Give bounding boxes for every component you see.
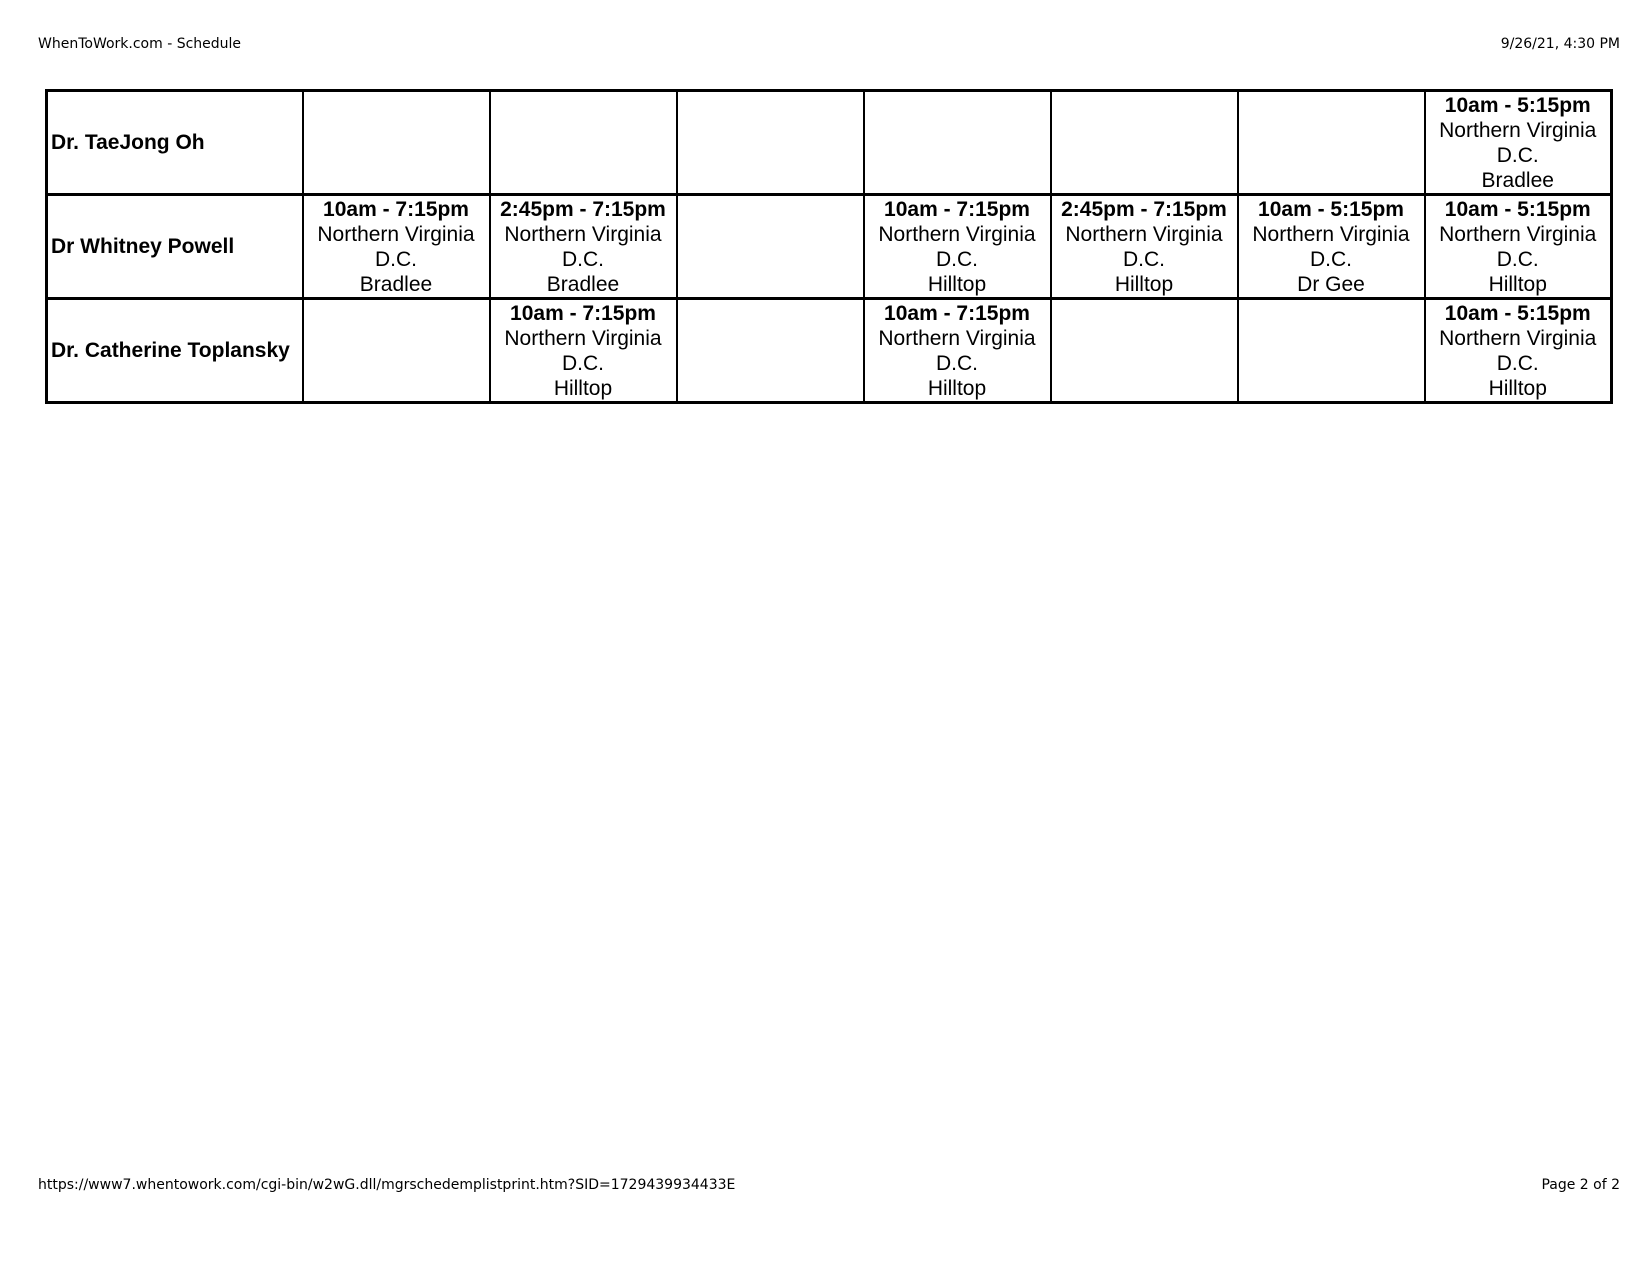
shift-area: D.C.: [1496, 247, 1539, 271]
shift-cell: [1238, 195, 1425, 299]
schedule-row: [47, 195, 1612, 299]
empty-cell: [490, 91, 677, 195]
shift-time: 2:45pm - 7:15pm: [500, 197, 666, 221]
shift-area: D.C.: [936, 247, 978, 271]
shift-location: Bradlee: [1481, 168, 1554, 192]
empty-cell: [1051, 91, 1238, 195]
shift-time: 10am - 7:15pm: [323, 197, 469, 221]
employee-name: Dr. TaeJong Oh: [47, 91, 303, 195]
shift-area: D.C.: [1310, 247, 1352, 271]
shift-location: Hilltop: [927, 376, 987, 400]
shift-cell: [1051, 195, 1238, 299]
shift-time: 10am - 7:15pm: [510, 301, 656, 325]
shift-cell: [864, 195, 1051, 299]
shift-location: Bradlee: [546, 272, 620, 296]
schedule-row: [47, 91, 1612, 195]
shift-region: Northern Virginia: [317, 222, 475, 246]
shift-time: 10am - 5:15pm: [1258, 197, 1404, 221]
empty-cell: [677, 195, 864, 299]
shift-time: 10am - 7:15pm: [884, 197, 1030, 221]
shift-time: 10am - 7:15pm: [884, 301, 1030, 325]
shift-time: 10am - 5:15pm: [1444, 197, 1591, 221]
shift-time: 2:45pm - 7:15pm: [1061, 197, 1227, 221]
shift-region: Northern Virginia: [1065, 222, 1223, 246]
employee-name: Dr Whitney Powell: [47, 195, 303, 299]
empty-cell: [864, 91, 1051, 195]
shift-location: Hilltop: [1488, 272, 1547, 296]
schedule-table: [45, 89, 1613, 404]
shift-cell: [1425, 195, 1612, 299]
shift-location: Hilltop: [1488, 376, 1547, 400]
shift-cell: [1425, 299, 1612, 403]
shift-location: Hilltop: [927, 272, 987, 296]
empty-cell: [677, 91, 864, 195]
shift-cell: [864, 299, 1051, 403]
shift-cell: [490, 195, 677, 299]
shift-region: Northern Virginia: [878, 222, 1036, 246]
empty-cell: [677, 299, 864, 403]
shift-area: D.C.: [1496, 143, 1539, 167]
empty-cell: [1238, 91, 1425, 195]
shift-area: D.C.: [375, 247, 417, 271]
shift-location: Bradlee: [359, 272, 433, 296]
shift-area: D.C.: [562, 351, 604, 375]
shift-time: 10am - 5:15pm: [1444, 93, 1591, 117]
shift-area: D.C.: [1496, 351, 1539, 375]
print-header-title: WhenToWork.com - Schedule: [38, 36, 242, 52]
shift-cell: [303, 195, 490, 299]
empty-cell: [303, 91, 490, 195]
shift-area: D.C.: [1123, 247, 1165, 271]
shift-location: Hilltop: [1114, 272, 1174, 296]
shift-time: 10am - 5:15pm: [1444, 301, 1591, 325]
print-footer-page: Page 2 of 2: [1541, 1177, 1620, 1193]
shift-cell: [490, 299, 677, 403]
shift-area: D.C.: [562, 247, 604, 271]
shift-region: Northern Virginia: [1252, 222, 1410, 246]
empty-cell: [303, 299, 490, 403]
shift-region: Northern Virginia: [1439, 326, 1597, 350]
print-header-datetime: 9/26/21, 4:30 PM: [1500, 36, 1620, 52]
shift-region: Northern Virginia: [504, 222, 662, 246]
shift-region: Northern Virginia: [1439, 222, 1597, 246]
empty-cell: [1238, 299, 1425, 403]
shift-region: Northern Virginia: [504, 326, 662, 350]
shift-area: D.C.: [936, 351, 978, 375]
employee-name: Dr. Catherine Toplansky: [47, 299, 303, 403]
schedule-body: [47, 91, 1612, 403]
shift-location: Hilltop: [553, 376, 613, 400]
shift-location: Dr Gee: [1297, 272, 1365, 296]
print-footer-url: https://www7.whentowork.com/cgi-bin/w2wG.dll/mgrschedemplistprint.htm?SID=1729439934433E: [38, 1177, 736, 1193]
shift-region: Northern Virginia: [1439, 118, 1597, 142]
shift-region: Northern Virginia: [878, 326, 1036, 350]
schedule-row: [47, 299, 1612, 403]
shift-cell: [1425, 91, 1612, 195]
empty-cell: [1051, 299, 1238, 403]
